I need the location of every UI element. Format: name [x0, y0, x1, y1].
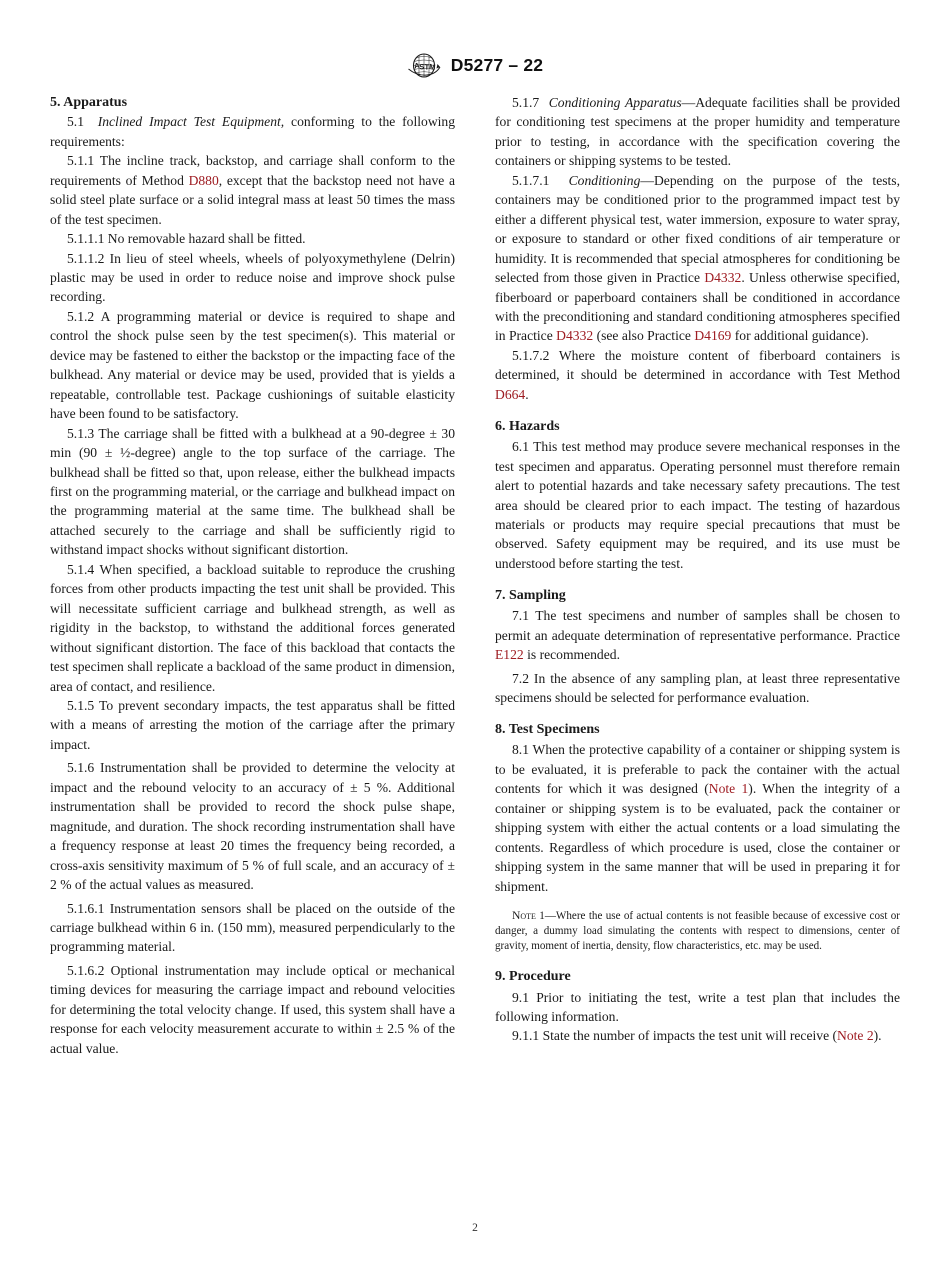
paragraph-7-1 [495, 606, 900, 664]
standard-link-d664[interactable]: D664 [495, 386, 526, 402]
document-designation: D5277 – 22 [450, 54, 544, 75]
note-link-note-2[interactable]: Note 2 [837, 1028, 874, 1044]
clause-5-1-title: Inclined Impact Test Equipment, [97, 114, 285, 130]
clause-9-1-1-text-a: 9.1.1 State the number of impacts the test unit will receive ( [512, 1028, 838, 1044]
clause-5-1-7-text: —Adequate facilities shall be provided for conditioning test specimens at the proper humidity and temperature prior to testing, in accordance with the specification covering the containers or shipping systems to be tested. [495, 95, 900, 169]
paragraph-5-1-6-1: 5.1.6.1 Instrumentation sensors shall be placed on the outside of the carriage bulkhead within 6 in. (150 mm), measured perpendicularly to the programming material. [50, 900, 455, 955]
clause-8-1-text-a: 8.1 When the protective capability of a container or shipping system is to be evaluated, it is preferable to pack the container with the actual contents for which it was designed ( [495, 742, 900, 797]
paragraph-5-1-1-2: 5.1.1.2 In lieu of steel wheels, wheels of polyoxymethylene (Delrin) plastic may be used in order to reduce noise and improve shock pulse recording. [50, 250, 455, 305]
svg-text:A: A [413, 60, 420, 70]
clause-5-1-7-1-text-b: . Unless otherwise specified, fiberboard or paperboard containers shall be conditioned in accordance with the preconditioning and standard conditioning atmospheres specified in Practice [495, 270, 900, 344]
clause-5-1-7-1-text-d: for additional guidance). [731, 328, 869, 344]
paragraph-5-1-1-1: 5.1.1.1 No removable hazard shall be fitted. [67, 231, 306, 247]
standard-link-d4169[interactable]: D4169 [694, 328, 732, 344]
section-heading-7-sampling: 7. Sampling [495, 587, 566, 603]
clause-9-1-1-text-b: ). [873, 1028, 882, 1044]
clause-5-1-text: conforming to the following requirements: [50, 114, 456, 149]
note-1-block [495, 908, 900, 955]
section-heading-5-apparatus: 5. Apparatus [50, 95, 128, 110]
clause-number-5-1-7-1: 5.1.7.1 [512, 172, 550, 188]
clause-5-1-7-2-text-a: 5.1.7.2 Where the moisture content of fiberboard containers is determined, it should be determined in accordance with Test Method [495, 347, 900, 383]
standard-link-d880[interactable]: D880 [188, 172, 219, 188]
paragraph-5-1-7-1 [495, 171, 900, 346]
section-heading-8-test-specimens: 8. Test Specimens [495, 722, 600, 737]
document-body [50, 93, 900, 1203]
clause-7-1-text-a: 7.1 The test specimens and number of samples shall be chosen to permit an adequate determination of representative performance. Practice [495, 608, 900, 643]
page-header [0, 48, 950, 82]
clause-5-1-7-2-text-b: . [525, 386, 529, 402]
standard-link-d4332-first[interactable]: D4332 [704, 270, 742, 286]
svg-text:S: S [418, 61, 425, 71]
standard-link-d4332-second[interactable]: D4332 [556, 328, 594, 344]
paragraph-9-1: 9.1 Prior to initiating the test, write a test plan that includes the following information. [495, 989, 900, 1024]
paragraph-5-1-3: 5.1.3 The carriage shall be fitted with a bulkhead at a 90-degree ± 30 min (90 ± ½-degree) angle to the top surface of the carriage. The bulkhead shall be fitted so that, upon release, either the bulkhead impacts first on the programming material, or the carriage and bulkhead impact on the programming material at the same time. The bulkhead shall be attached securely to the carriage and shall be sufficiently rigid to withstand impact shocks without significant distortion. [50, 425, 455, 558]
left-column [50, 93, 455, 1203]
page-footer [0, 1218, 950, 1236]
clause-5-1-1-text-a: 5.1.1 The incline track, backstop, and carriage shall conform to the requirements of Method [50, 153, 455, 188]
paragraph-5-1-5: 5.1.5 To prevent secondary impacts, the test apparatus shall be fitted with a means of arresting the motion of the carriage after the primary impact. [50, 698, 455, 752]
paragraph-5-1-4: 5.1.4 When specified, a backload suitable to reproduce the crushing forces from other products impacting the test unit shall be provided. This will necessitate sufficient carriage and bulkhead strength, as well as rigidity in the backstop, to withstand the additional forces generated without significant distortion. The face of this backload that contacts the test specimen shall replicate a backload of the same product in dimension, area of contact, and resilience. [50, 561, 455, 694]
right-column [495, 93, 900, 1203]
note-1-label: Note [512, 909, 536, 923]
clause-5-1-7-title: Conditioning Apparatus [548, 95, 682, 110]
standard-link-e122[interactable]: E122 [495, 647, 524, 663]
note-1-text: 1—Where the use of actual contents is not feasible because of excessive cost or danger, a dummy load simulating the contents with respect to dimensions, center of gravity, moment of inertia, density, flow characteristics, etc. may be used. [495, 910, 900, 953]
clause-7-1-text-b: is recommended. [523, 647, 620, 663]
note-link-note-1[interactable]: Note 1 [708, 781, 749, 797]
page-number: 2 [472, 1222, 478, 1234]
section-heading-9-procedure: 9. Procedure [495, 969, 571, 985]
clause-5-1-1-text-b: , except that the backstop need not have a solid steel plate surface or a solid integral mass at least 50 times the mass of the test specimen. [50, 172, 455, 227]
paragraph-5-1-2: 5.1.2 A programming material or device is required to shape and control the shock pulse seen by the test specimen(s). This material or device may be fastened to either the backstop or the impacting face of the bulkhead. Any material or device may be used, provided that is yields a repeatable, controllable test. Package cushionings of suitable elasticity have been found to be satisfactory. [50, 308, 455, 422]
clause-number-5-1-7: 5.1.7 [512, 95, 540, 110]
paragraph-5-1-7 [495, 93, 900, 171]
svg-text:T: T [424, 62, 430, 72]
section-heading-6-hazards: 6. Hazards [495, 418, 560, 434]
paragraph-8-1 [495, 740, 900, 896]
paragraph-5-1-6: 5.1.6 Instrumentation shall be provided to determine the velocity at impact and the rebound velocity to an accuracy of ± 5 %. Additional instrumentation shall be provided to record the shock pulse shape, magnitude, and duration. The shock recording instrumentation shall have a frequency response at least 20 times the frequency being recorded, a cross-axis sensitivity maximum of 5 % of full scale, and an accuracy of ± 2 % of the actual values as measured. [50, 760, 455, 893]
paragraph-9-1-1 [495, 1026, 900, 1045]
clause-8-1-text-b: ). When the integrity of a container or shipping system is to be evaluated, pack the container or shipping system with either the actual contents or a load simulating the contents. Regardless of which procedure is used, close the container or shipping system in the same manner that will be used in preparing it for shipment. [495, 781, 900, 894]
clause-number-5-1: 5.1 [67, 114, 84, 130]
paragraph-6-1: 6.1 This test method may produce severe mechanical responses in the test specimen and apparatus. Operating personnel must therefore remain alert to potential hazards and take necessary safety precautions. The test area should be cleared prior to each impact. The testing of hazardous materials or products may require special precautions that must be observed. Safety equipment may be required, and its use must be understood before starting the test. [495, 439, 900, 571]
clause-5-1-7-1-title: Conditioning [568, 172, 641, 188]
clause-5-1-7-1-text-a: —Depending on the purpose of the tests, containers may be conditioned prior to the programmed impact test by either a different physical test, water immersion, exposure to water spray, or exposure to standard or other fixed conditions of air temperature or humidity. It is recommended that special atmospheres for conditioning be selected from those given in Practice [495, 172, 900, 286]
svg-text:M: M [428, 61, 436, 72]
paragraph-7-2: 7.2 In the absence of any sampling plan, at least three representative specimens should be selected for performance evaluation. [495, 670, 900, 706]
paragraph-5-1-6-2: 5.1.6.2 Optional instrumentation may include optical or mechanical timing devices for measuring the carriage impact and rebound velocities for determining the total velocity change. If used, this system shall have a response for each velocity measurement accurate to within ± 2.5 % of the actual value. [50, 962, 455, 1056]
paragraph-5-1 [50, 112, 455, 151]
astm-logo-icon [407, 53, 441, 78]
paragraph-5-1-7-2 [495, 346, 900, 404]
paragraph-5-1-1 [50, 151, 455, 229]
clause-5-1-7-1-text-c: (see also Practice [593, 328, 695, 344]
